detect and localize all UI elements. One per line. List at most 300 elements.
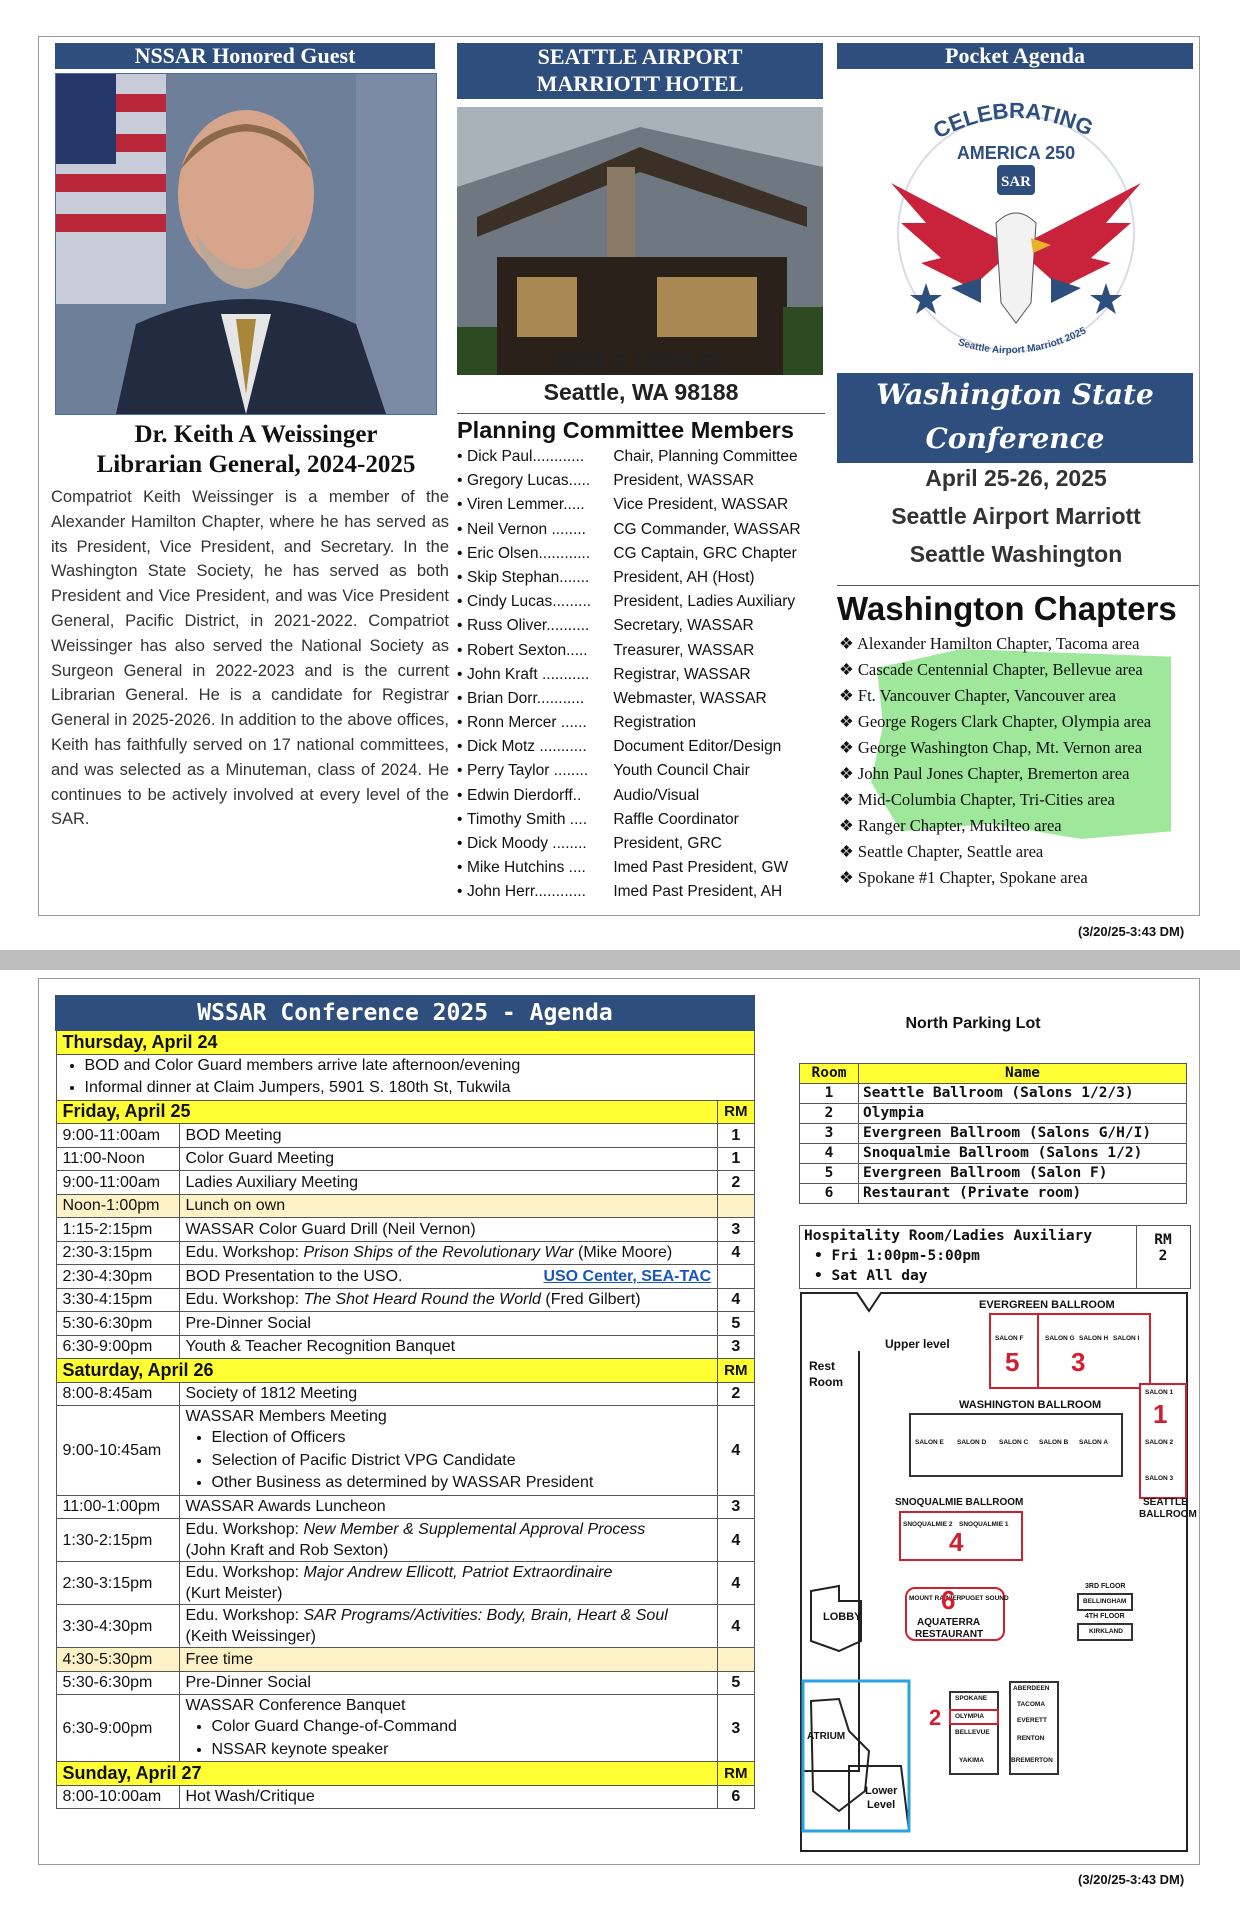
guest-portrait xyxy=(55,73,437,415)
committee-member-name: Eric Olsen............ xyxy=(467,544,591,562)
agenda-room: 3 xyxy=(718,1335,754,1359)
room-number: 6 xyxy=(800,1184,859,1204)
committee-member-name: Timothy Smith .... xyxy=(467,810,588,828)
agenda-event-text: Ladies Auxiliary Meeting xyxy=(185,1173,359,1191)
agenda-event xyxy=(179,1562,718,1605)
map-room-1: 1 xyxy=(1153,1399,1168,1429)
committee-member: • Dick Motz ........... Document Editor/Design xyxy=(457,735,829,759)
agenda-room xyxy=(718,1265,754,1289)
agenda-time: 6:30-9:00pm xyxy=(56,1335,179,1359)
agenda-time: 5:30-6:30pm xyxy=(56,1312,179,1336)
agenda-event xyxy=(179,1124,718,1148)
agenda-room: 4 xyxy=(718,1519,754,1562)
agenda-room: 4 xyxy=(718,1605,754,1648)
workshop-prefix: Edu. Workshop: xyxy=(185,1244,304,1262)
agenda-time: 4:30-5:30pm xyxy=(56,1648,179,1672)
workshop-title: SAR Programs/Activities: Body, Brain, Heart & Soul xyxy=(303,1607,668,1624)
map-evergreen-label: EVERGREEN BALLROOM xyxy=(979,1299,1115,1311)
agenda-event: WASSAR Awards Luncheon xyxy=(179,1495,718,1519)
agenda-time: 3:30-4:30pm xyxy=(56,1605,179,1648)
committee-member-role: Document Editor/Design xyxy=(613,738,782,756)
map-lower-level: Lower xyxy=(865,1785,898,1797)
committee-member-role: President, GRC xyxy=(613,835,722,852)
map-mount-rainier: MOUNT RAINIER xyxy=(909,1595,962,1602)
workshop-prefix: Edu. Workshop: xyxy=(185,1291,304,1309)
celebrating-america-logo xyxy=(831,73,1193,393)
agenda-event: Pre-Dinner Social xyxy=(179,1671,718,1695)
committee-member-name: Robert Sexton..... xyxy=(467,641,588,659)
committee-member-role: Raffle Coordinator xyxy=(613,810,739,828)
map-seattle-label: SEATTLE xyxy=(1143,1497,1188,1508)
workshop-title: New Member & Supplemental Approval Process xyxy=(303,1521,646,1538)
map-salon-e: SALON E xyxy=(915,1439,944,1446)
rm-label: RM xyxy=(718,1762,754,1786)
map-kirkland: KIRKLAND xyxy=(1089,1628,1123,1635)
agenda-room: 4 xyxy=(718,1406,754,1496)
committee-member-name: Skip Stephan....... xyxy=(467,568,590,586)
room-name: Seattle Ballroom (Salons 1/2/3) xyxy=(859,1084,1187,1104)
committee-member: • Skip Stephan....... President, AH (Host) xyxy=(457,566,829,590)
map-puget-sound: PUGET SOUND xyxy=(961,1595,1009,1602)
workshop-prefix: Edu. Workshop: xyxy=(185,1521,304,1538)
agenda-subitem: • NSSAR keynote speaker xyxy=(212,1739,712,1762)
agenda-row xyxy=(56,1335,754,1359)
agenda-event-text: BOD Meeting xyxy=(185,1126,282,1144)
agenda-time: 9:00-10:45am xyxy=(56,1406,179,1496)
page2-version-stamp: (3/20/25-3:43 DM) xyxy=(1078,1872,1185,1887)
workshop-title: Major Andrew Ellicott, Patriot Extraordinaire xyxy=(303,1564,613,1581)
room-name: Evergreen Ballroom (Salons G/H/I) xyxy=(859,1124,1187,1144)
agenda-row xyxy=(56,1648,754,1672)
agenda-row xyxy=(56,1562,754,1605)
chapter-item: ❖ Alexander Hamilton Chapter, Tacoma area xyxy=(839,634,1140,653)
workshop-presenter: (Kurt Meister) xyxy=(185,1585,283,1602)
agenda-event xyxy=(179,1605,718,1648)
conference-city: Seattle Washington xyxy=(909,541,1123,567)
hospitality-room-box xyxy=(799,1225,1191,1289)
committee-member-name: Viren Lemmer..... xyxy=(467,496,585,514)
agenda-event: Society of 1812 Meeting xyxy=(179,1382,718,1406)
agenda-event xyxy=(179,1406,718,1496)
map-bellingham: BELLINGHAM xyxy=(1083,1598,1127,1605)
agenda-time: 2:30-3:15pm xyxy=(56,1562,179,1605)
hospitality-title: Hospitality Room/Ladies Auxiliary xyxy=(804,1228,1093,1244)
committee-member-role: Audio/Visual xyxy=(613,786,700,804)
map-room-3: 3 xyxy=(1071,1347,1086,1377)
committee-member-role: Youth Council Chair xyxy=(613,762,750,780)
committee-member: • Timothy Smith .... Raffle Coordinator xyxy=(457,808,829,832)
committee-member-name: Gregory Lucas..... xyxy=(467,472,591,490)
committee-member: • Brian Dorr........... Webmaster, WASSAR xyxy=(457,687,829,711)
pocket-agenda-page-2 xyxy=(38,978,1200,1865)
conference-dates: April 25-26, 2025 xyxy=(925,465,1107,491)
agenda-row xyxy=(56,1695,754,1762)
agenda-room: 3 xyxy=(718,1495,754,1519)
logo-ring-text: Seattle Airport Marriott 2025 xyxy=(956,325,1089,357)
committee-member: • Eric Olsen............ CG Captain, GRC Chapter xyxy=(457,542,829,566)
committee-member-name: Ronn Mercer ...... xyxy=(467,714,587,732)
chapter-name: Ft. Vancouver Chapter, Vancouver area xyxy=(857,686,1116,705)
washington-state-conference-banner xyxy=(837,373,1193,463)
agenda-time: 2:30-4:30pm xyxy=(56,1265,179,1289)
committee-member-name: Russ Oliver.......... xyxy=(467,617,590,635)
guest-biography: Compatriot Keith Weissinger is a member of the Alexander Hamilton Chapter, where he has served as its President, Vice President, and Secretary. In the Washington State Society, he has served as both President and Vice President, and was Vice President General, Pacific District, in 2021-2022. Compatriot Weissinger has also served the National Society as Surgeon General in 2022-2023 and is the current Librarian General. He is a candidate for Registrar General in 2025-2026. In addition to the above offices, Keith has faithfully served on 17 national committees, and was selected as a Minuteman, class of 2024. He continues to be actively involved at every level of the SAR. xyxy=(51,488,449,829)
agenda-time: 9:00-11:00am xyxy=(56,1124,179,1148)
chapter-name: George Washington Chap, Mt. Vernon area xyxy=(857,738,1143,757)
map-restaurant-label: RESTAURANT xyxy=(915,1629,984,1640)
room-name: Snoqualmie Ballroom (Salons 1/2) xyxy=(859,1144,1187,1164)
agenda-row xyxy=(56,1241,754,1265)
map-everett: EVERETT xyxy=(1017,1717,1047,1724)
agenda-row xyxy=(56,1124,754,1148)
map-salon-a: SALON A xyxy=(1079,1439,1109,1446)
agenda-room: 2 xyxy=(718,1382,754,1406)
washington-chapters-title: Washington Chapters xyxy=(837,585,1199,628)
logo-sar-badge: SAR xyxy=(1000,174,1032,190)
agenda-room: 5 xyxy=(718,1671,754,1695)
map-rest-room-2: Room xyxy=(809,1375,843,1389)
agenda-row xyxy=(56,1265,754,1289)
map-bellevue: BELLEVUE xyxy=(955,1729,990,1736)
thursday-note: • BOD and Color Guard members arrive late afternoon/evening xyxy=(85,1055,748,1078)
agenda-event: Hot Wash/Critique xyxy=(179,1785,718,1809)
agenda-room: 6 xyxy=(718,1785,754,1809)
map-rest-room: Rest xyxy=(809,1359,836,1373)
agenda-event-text: Color Guard Meeting xyxy=(185,1150,335,1168)
hotel-photo xyxy=(457,107,823,375)
map-spokane: SPOKANE xyxy=(955,1695,988,1702)
chapter-name: Seattle Chapter, Seattle area xyxy=(857,842,1044,861)
committee-member: • Dick Paul............ Chair, Planning Committee xyxy=(457,445,829,469)
planning-committee-list xyxy=(457,445,829,905)
committee-member: • Dick Moody ........ President, GRC xyxy=(457,832,829,856)
committee-member-role: President, Ladies Auxiliary xyxy=(613,593,796,611)
agenda-row xyxy=(56,1495,754,1519)
agenda-row xyxy=(56,1147,754,1171)
map-renton: RENTON xyxy=(1017,1735,1045,1742)
committee-member: • Viren Lemmer..... Vice President, WASSAR xyxy=(457,493,829,517)
map-kirkland-box xyxy=(1077,1623,1133,1641)
chapter-item: ❖ Cascade Centennial Chapter, Bellevue area xyxy=(839,660,1143,679)
agenda-time: 2:30-3:15pm xyxy=(56,1241,179,1265)
workshop-presenter: (Keith Weissinger) xyxy=(185,1628,316,1645)
chapter-name: Cascade Centennial Chapter, Bellevue area xyxy=(857,660,1143,679)
banner-line2: Conference xyxy=(925,422,1105,455)
committee-member: • Neil Vernon ........ CG Commander, WASSAR xyxy=(457,518,829,542)
agenda-time: 6:30-9:00pm xyxy=(56,1695,179,1762)
chapter-item: ❖ John Paul Jones Chapter, Bremerton area xyxy=(839,764,1130,783)
thursday-notes xyxy=(56,1054,754,1100)
agenda-time: Noon-1:00pm xyxy=(56,1194,179,1218)
chapter-item: ❖ George Rogers Clark Chapter, Olympia area xyxy=(839,712,1152,731)
chapter-name: George Rogers Clark Chapter, Olympia area xyxy=(857,712,1152,731)
map-olympia: OLYMPIA xyxy=(955,1713,985,1720)
map-salon-f-label: SALON F xyxy=(995,1335,1024,1342)
agenda-row xyxy=(56,1519,754,1562)
agenda-time: 1:30-2:15pm xyxy=(56,1519,179,1562)
committee-member-role: Registrar, WASSAR xyxy=(613,665,751,683)
agenda-row xyxy=(56,1605,754,1648)
map-snoqualmie-label: SNOQUALMIE BALLROOM xyxy=(895,1497,1024,1508)
honored-guest-header: NSSAR Honored Guest xyxy=(55,43,435,69)
committee-member: • Perry Taylor ........ Youth Council Chair xyxy=(457,759,829,783)
pocket-agenda-page-1 xyxy=(38,36,1200,916)
agenda-row xyxy=(56,1312,754,1336)
chapter-item: ❖ Seattle Chapter, Seattle area xyxy=(839,842,1044,861)
hospitality-sat: Sat All day xyxy=(831,1268,928,1284)
name-column-header: Name xyxy=(859,1064,1187,1084)
agenda-event-text: Youth & Teacher Recognition Banquet xyxy=(185,1338,456,1356)
committee-member-role: Treasurer, WASSAR xyxy=(613,641,755,659)
chapter-name: John Paul Jones Chapter, Bremerton area xyxy=(857,764,1130,783)
chapter-name: Ranger Chapter, Mukilteo area xyxy=(857,816,1062,835)
banner-line1: Washington State xyxy=(876,378,1154,411)
agenda-time: 3:30-4:15pm xyxy=(56,1288,179,1312)
conference-agenda-table xyxy=(55,995,755,1809)
conference-venue: Seattle Airport Marriott xyxy=(891,503,1141,529)
agenda-event xyxy=(179,1218,718,1242)
map-salon-g-label: SALON G xyxy=(1045,1335,1075,1342)
map-yakima: YAKIMA xyxy=(959,1757,985,1764)
workshop-prefix: Edu. Workshop: xyxy=(185,1564,304,1581)
agenda-room: 4 xyxy=(718,1562,754,1605)
map-room-2: 2 xyxy=(929,1705,942,1730)
committee-member-role: President, AH (Host) xyxy=(613,568,755,586)
hospitality-rm-label: RM xyxy=(1154,1232,1172,1248)
map-4th-floor: 4TH FLOOR xyxy=(1085,1613,1125,1620)
uso-center-link[interactable]: USO Center, SEA-TAC xyxy=(543,1267,712,1285)
agenda-time: 9:00-11:00am xyxy=(56,1171,179,1195)
agenda-time: 5:30-6:30pm xyxy=(56,1671,179,1695)
hospitality-rm-value: 2 xyxy=(1158,1248,1168,1264)
hotel-floor-map xyxy=(799,1291,1197,1861)
agenda-time: 11:00-1:00pm xyxy=(56,1495,179,1519)
agenda-room: 1 xyxy=(718,1147,754,1171)
hotel-address-line1: 3201 S 176th St, xyxy=(553,349,729,375)
committee-member-role: Webmaster, WASSAR xyxy=(613,689,767,707)
map-aberdeen: ABERDEEN xyxy=(1013,1685,1050,1692)
room-row xyxy=(800,1124,1187,1144)
agenda-event xyxy=(179,1171,718,1195)
hotel-address-line2: Seattle, WA 98188 xyxy=(543,379,739,405)
saturday-header: Saturday, April 26 xyxy=(56,1359,718,1383)
north-parking-lot-label: North Parking Lot xyxy=(905,1015,1041,1032)
committee-member-role: Secretary, WASSAR xyxy=(613,617,754,635)
committee-member: • John Herr............ Imed Past President, AH xyxy=(457,880,829,904)
chapter-name: Mid-Columbia Chapter, Tri-Cities area xyxy=(857,790,1115,809)
room-number: 2 xyxy=(800,1104,859,1124)
committee-member-role: CG Commander, WASSAR xyxy=(613,520,801,538)
chapter-name: Alexander Hamilton Chapter, Tacoma area xyxy=(857,634,1140,653)
agenda-room: 1 xyxy=(718,1124,754,1148)
map-washington-label: WASHINGTON BALLROOM xyxy=(959,1399,1102,1411)
agenda-time: 11:00-Noon xyxy=(56,1147,179,1171)
committee-member-role: Registration xyxy=(613,714,697,732)
committee-member: • Robert Sexton..... Treasurer, WASSAR xyxy=(457,639,829,663)
hospitality-rm xyxy=(1136,1226,1189,1288)
workshop-prefix: Edu. Workshop: xyxy=(185,1607,304,1624)
workshop-title: Prison Ships of the Revolutionary War xyxy=(303,1244,574,1262)
map-lower-level-2: Level xyxy=(867,1799,896,1811)
map-salon-1: SALON 1 xyxy=(1145,1389,1174,1396)
map-room-4: 4 xyxy=(949,1527,964,1557)
committee-member-role: President, WASSAR xyxy=(613,472,755,490)
agenda-room: 3 xyxy=(718,1218,754,1242)
map-olympia-room xyxy=(949,1709,999,1725)
workshop-presenter: (John Kraft and Rob Sexton) xyxy=(185,1542,389,1559)
agenda-subitem: • Color Guard Change-of-Command xyxy=(212,1716,712,1739)
agenda-room: 5 xyxy=(718,1312,754,1336)
room-row xyxy=(800,1144,1187,1164)
committee-member-role: Vice President, WASSAR xyxy=(613,496,789,514)
guest-role: Librarian General, 2024-2025 xyxy=(96,451,416,478)
room-name: Olympia xyxy=(859,1104,1187,1124)
room-number: 3 xyxy=(800,1124,859,1144)
room-rows xyxy=(800,1084,1187,1204)
chapter-item: ❖ George Washington Chap, Mt. Vernon area xyxy=(839,738,1143,757)
room-name: Restaurant (Private room) xyxy=(859,1184,1187,1204)
room-number: 5 xyxy=(800,1164,859,1184)
agenda-event-title: WASSAR Conference Banquet xyxy=(185,1697,406,1714)
agenda-row xyxy=(56,1194,754,1218)
committee-member-name: Brian Dorr........... xyxy=(467,689,585,707)
agenda-event xyxy=(179,1519,718,1562)
washington-chapters-list xyxy=(839,631,1151,891)
agenda-event xyxy=(179,1288,718,1312)
chapter-item: ❖ Spokane #1 Chapter, Spokane area xyxy=(839,868,1088,887)
room-row xyxy=(800,1184,1187,1204)
logo-arc-text: CELEBRATING xyxy=(929,97,1098,144)
chapter-item: ❖ Ranger Chapter, Mukilteo area xyxy=(839,816,1062,835)
map-salon-2: SALON 2 xyxy=(1145,1439,1174,1446)
committee-member-role: Chair, Planning Committee xyxy=(613,448,798,465)
room-name: Evergreen Ballroom (Salon F) xyxy=(859,1164,1187,1184)
map-salon-b: SALON B xyxy=(1039,1439,1069,1446)
map-tacoma: TACOMA xyxy=(1017,1701,1046,1708)
map-bellingham-box xyxy=(1077,1593,1133,1611)
room-number: 1 xyxy=(800,1084,859,1104)
planning-committee-title: Planning Committee Members xyxy=(457,413,825,444)
agenda-event xyxy=(179,1695,718,1762)
committee-member-role: Imed Past President, GW xyxy=(613,859,789,877)
agenda-row xyxy=(56,1671,754,1695)
room-legend-table xyxy=(799,1063,1187,1204)
logo-sub-text: AMERICA 250 xyxy=(956,143,1076,163)
map-salon-d: SALON D xyxy=(957,1439,987,1446)
page-separator xyxy=(0,950,1240,970)
map-salon-i-label: SALON I xyxy=(1113,1335,1140,1342)
agenda-event-text: Pre-Dinner Social xyxy=(185,1314,311,1332)
hospitality-item: • Sat All day xyxy=(814,1268,928,1284)
agenda-room xyxy=(718,1648,754,1672)
rm-label: RM xyxy=(718,1359,754,1383)
committee-member-name: Cindy Lucas......... xyxy=(467,593,592,611)
agenda-event-title: WASSAR Members Meeting xyxy=(185,1408,387,1425)
map-room-5: 5 xyxy=(1005,1347,1020,1377)
agenda-time: 1:15-2:15pm xyxy=(56,1218,179,1242)
agenda-room xyxy=(718,1194,754,1218)
committee-member: • John Kraft ........... Registrar, WASSAR xyxy=(457,663,829,687)
agenda-room: 4 xyxy=(718,1241,754,1265)
agenda-row xyxy=(56,1288,754,1312)
agenda-event xyxy=(179,1241,718,1265)
agenda-time: 8:00-8:45am xyxy=(56,1382,179,1406)
committee-member-role: CG Captain, GRC Chapter xyxy=(613,544,797,562)
friday-rows xyxy=(56,1124,754,1359)
committee-member: • Gregory Lucas..... President, WASSAR xyxy=(457,469,829,493)
committee-member-name: Dick Moody ........ xyxy=(467,835,587,852)
agenda-room: 4 xyxy=(718,1288,754,1312)
agenda-room: 2 xyxy=(718,1171,754,1195)
committee-member: • Ronn Mercer ...... Registration xyxy=(457,711,829,735)
committee-member-name: John Kraft ........... xyxy=(467,665,590,683)
agenda-event xyxy=(179,1335,718,1359)
agenda-event-text: WASSAR Color Guard Drill (Neil Vernon) xyxy=(185,1220,476,1238)
agenda-row xyxy=(56,1171,754,1195)
map-salon-c: SALON C xyxy=(999,1439,1029,1446)
thursday-header: Thursday, April 24 xyxy=(56,1030,754,1054)
map-upper-level: Upper level xyxy=(885,1337,950,1351)
rm-label: RM xyxy=(718,1100,754,1124)
agenda-row xyxy=(56,1406,754,1496)
workshop-title: The Shot Heard Round the World xyxy=(303,1291,541,1309)
agenda-row xyxy=(56,1785,754,1809)
committee-member-name: John Herr............ xyxy=(467,883,586,901)
map-salon-h-label: SALON H xyxy=(1079,1335,1109,1342)
map-snoqualmie-2: SNOQUALMIE 2 xyxy=(903,1521,953,1528)
committee-member: • Mike Hutchins .... Imed Past President, GW xyxy=(457,856,829,880)
sunday-header: Sunday, April 27 xyxy=(56,1762,718,1786)
agenda-subitem: • Other Business as determined by WASSAR President xyxy=(212,1472,712,1495)
agenda-event xyxy=(179,1147,718,1171)
agenda-event xyxy=(179,1312,718,1336)
agenda-time: 8:00-10:00am xyxy=(56,1785,179,1809)
agenda-row xyxy=(56,1218,754,1242)
map-atrium: ATRIUM xyxy=(807,1731,846,1742)
agenda-event xyxy=(179,1194,718,1218)
map-salons-ghi xyxy=(1037,1313,1151,1389)
agenda-subitem: • Selection of Pacific District VPG Candidate xyxy=(212,1450,712,1473)
committee-member: • Russ Oliver.......... Secretary, WASSAR xyxy=(457,614,829,638)
hotel-header-line1: SEATTLE AIRPORT xyxy=(537,44,743,69)
agenda-event-text: BOD Presentation to the USO. xyxy=(185,1267,403,1285)
room-row xyxy=(800,1164,1187,1184)
thursday-note: • Informal dinner at Claim Jumpers, 5901 S. 180th St, Tukwila xyxy=(85,1077,748,1100)
room-number: 4 xyxy=(800,1144,859,1164)
hospitality-item: • Fri 1:00pm-5:00pm xyxy=(814,1248,980,1264)
page1-version-stamp: (3/20/25-3:43 DM) xyxy=(1078,924,1185,939)
map-room-6: 6 xyxy=(941,1585,956,1615)
map-lobby: LOBBY xyxy=(823,1611,862,1623)
committee-member-name: Dick Paul............ xyxy=(467,448,585,465)
agenda-event-text: Lunch on own xyxy=(185,1197,286,1215)
workshop-presenter: (Fred Gilbert) xyxy=(540,1291,641,1309)
committee-member-name: Dick Motz ........... xyxy=(467,738,587,756)
committee-member-name: Edwin Dierdorff.. xyxy=(467,786,582,804)
workshop-presenter: (Mike Moore) xyxy=(573,1244,673,1262)
room-row xyxy=(800,1084,1187,1104)
chapter-item: ❖ Mid-Columbia Chapter, Tri-Cities area xyxy=(839,790,1115,809)
agenda-subitem: • Election of Officers xyxy=(212,1427,712,1450)
map-bremerton: BREMERTON xyxy=(1011,1757,1053,1764)
committee-member-name: Neil Vernon ........ xyxy=(467,520,586,538)
agenda-event xyxy=(179,1265,718,1289)
map-seattle-label-2: BALLROOM xyxy=(1139,1509,1197,1520)
room-column-header: Room xyxy=(800,1064,859,1084)
hospitality-fri: Fri 1:00pm-5:00pm xyxy=(831,1248,980,1264)
map-salon-3: SALON 3 xyxy=(1145,1475,1174,1482)
pocket-agenda-header: Pocket Agenda xyxy=(837,43,1193,69)
